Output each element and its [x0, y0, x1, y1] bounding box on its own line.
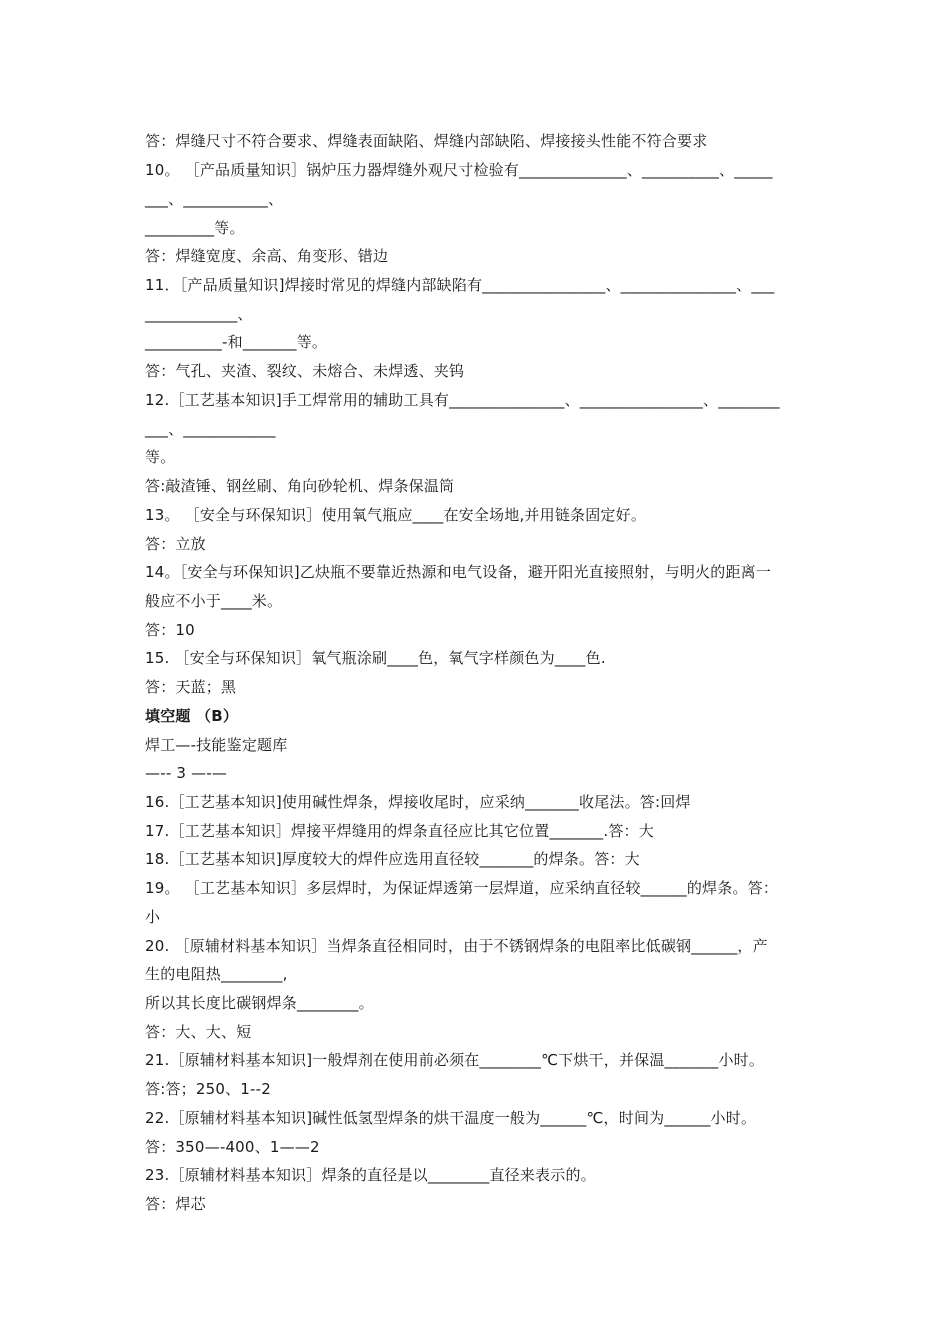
answer-line: 答：焊缝尺寸不符合要求、焊缝表面缺陷、焊缝内部缺陷、焊接接头性能不符合要求 [145, 132, 708, 150]
question-line: 般应不小于____米。 [145, 592, 283, 610]
question-line: _________等。 [145, 219, 245, 237]
question-line: 小 [145, 908, 161, 926]
question-line: 生的电阻热________, [145, 965, 288, 983]
question-line: 11．［产品质量知识]焊接时常见的焊缝内部缺陷有________________、_______________、___ [145, 276, 775, 294]
answer-line: 答:答；250、1--2 [145, 1080, 271, 1098]
question-line: 15. ［安全与环保知识］氧气瓶涂刷____色，氧气字样颜色为____色. [145, 649, 606, 667]
answer-line: 答：大、大、短 [145, 1023, 252, 1041]
question-line: 18.［工艺基本知识]厚度较大的焊件应选用直径较_______的焊条。答：大 [145, 850, 640, 868]
question-line: 16.［工艺基本知识]使用碱性焊条，焊接收尾时，应采纳_______收尾法。答:回焊 [145, 793, 691, 811]
page-number: —-- 3 —-— [145, 764, 228, 782]
question-line: 22.［原辅材料基本知识]碱性低氢型焊条的烘干温度一般为______℃，时间为______小时。 [145, 1109, 757, 1127]
question-line: 17.［工艺基本知识］焊接平焊缝用的焊条直径应比其它位置_______.答：大 [145, 822, 654, 840]
question-line: ____________、 [145, 305, 253, 323]
question-line: 19。 ［工艺基本知识］多层焊时，为保证焊透第一层焊道，应采纳直径较______的焊条。答： [145, 879, 779, 897]
answer-line: 答:敲渣锤、钢丝刷、角向砂轮机、焊条保温筒 [145, 477, 455, 495]
running-header: 焊工—-技能鉴定题库 [145, 736, 288, 754]
question-line: __________-和_______等。 [145, 333, 328, 351]
section-heading: 填空题 （B） [145, 707, 239, 725]
answer-line: 答：焊缝宽度、余高、角变形、错边 [145, 247, 389, 265]
question-line: ___、___________、 [145, 190, 284, 208]
question-line: 23.［原辅材料基本知识］焊条的直径是以________直径来表示的。 [145, 1166, 596, 1184]
answer-line: 答：天蓝；黑 [145, 678, 237, 696]
question-line: ___、____________ [145, 420, 276, 438]
question-line: 21.［原辅材料基本知识]一般焊剂在使用前必须在________℃下烘干，并保温_______小时。 [145, 1051, 765, 1069]
question-line: 10。 ［产品质量知识］锅炉压力器焊缝外观尺寸检验有______________、__________、_____ [145, 161, 773, 179]
question-line: 等。 [145, 448, 176, 466]
answer-line: 答：10 [145, 621, 195, 639]
question-line: 14。［安全与环保知识]乙炔瓶不要靠近热源和电气设备，避开阳光直接照射，与明火的距离一 [145, 563, 772, 581]
question-line: 12.［工艺基本知识]手工焊常用的辅助工具有_______________、________________、________ [145, 391, 780, 409]
answer-line: 答：焊芯 [145, 1195, 206, 1213]
question-line: 13。 ［安全与环保知识］使用氧气瓶应____在安全场地,并用链条固定好。 [145, 506, 647, 524]
answer-line: 答：立放 [145, 535, 206, 553]
question-line: 20. ［原辅材料基本知识］当焊条直径相同时，由于不锈钢焊条的电阻率比低碳钢______，产 [145, 937, 768, 955]
answer-line: 答：350—-400、1——2 [145, 1138, 320, 1156]
question-line: 所以其长度比碳钢焊条________。 [145, 994, 374, 1012]
answer-line: 答：气孔、夹渣、裂纹、未熔合、未焊透、夹钨 [145, 362, 465, 380]
